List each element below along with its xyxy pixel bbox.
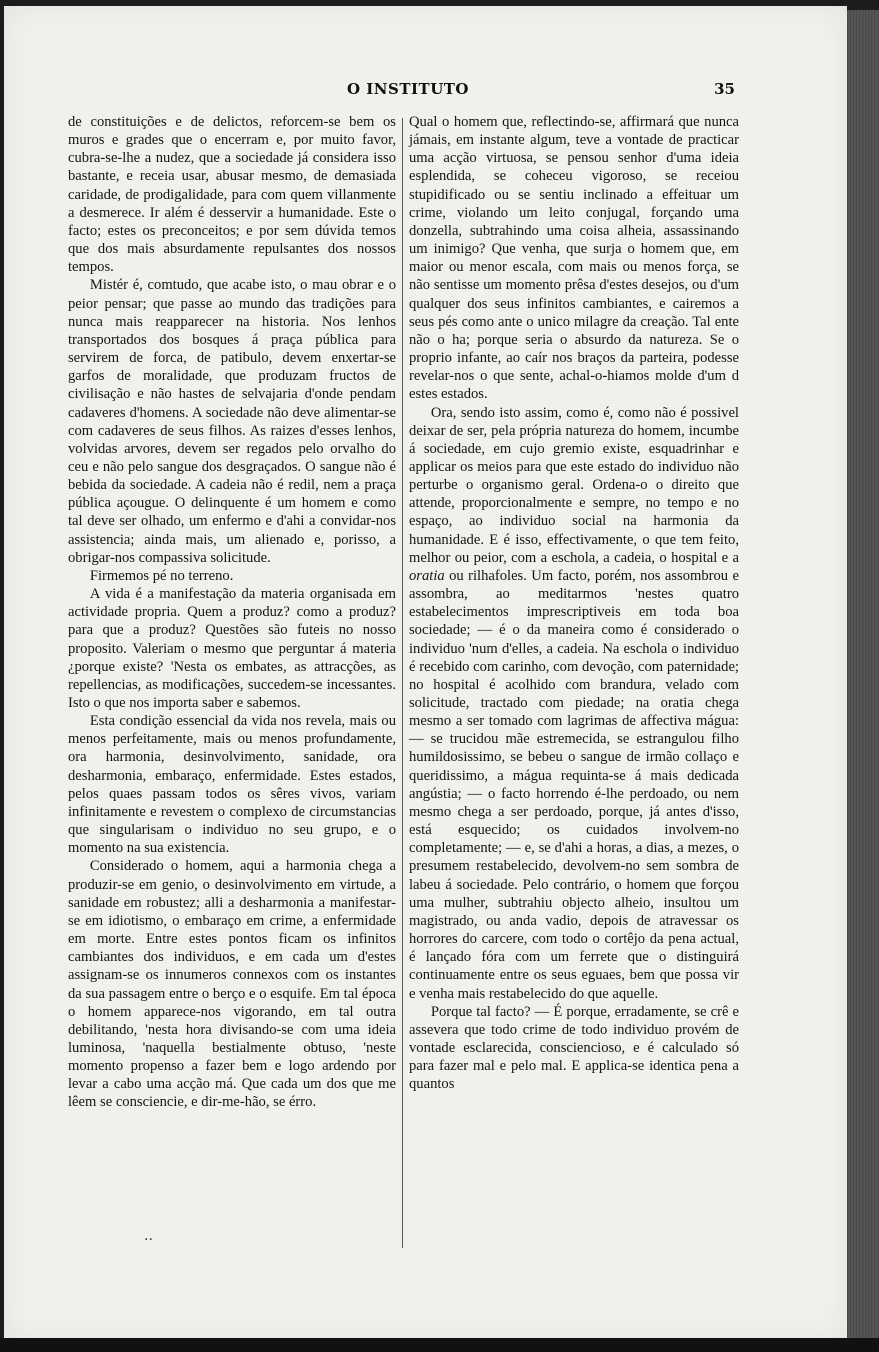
paragraph: Qual o homem que, reflectindo-se, affirmará que nunca jámais, em instante algum, teve a vontade de practicar uma acção virtuosa, se pensou senhor d'uma ideia esplendida, se coheceu vigoroso, se receiou stupidificado ou se sentiu inclinado a effeituar um crime, violando um leito conjugal, forçando uma donzella, subtrahindo uma coisa alheia, assassinando um inimigo? Que venha, que surja o homem que, em maior ou menor escala, com mais ou menos força, se não sentisse um momento prêsa d'estes desejos, ou d'um qualquer dos seus infinitos cambiantes, e cairemos a seus pés como ante o unico milagre da creação. Tal ente não o ha; porque seria o absurdo da natureza. Se o proprio infante, ao caír nos braços da parteira, podesse revelar-nos o que sente, achal-o-hiamos molde d'um d estes estados.	[409, 114, 739, 403]
right-column	[409, 113, 739, 1093]
paragraph: Considerado o homem, aqui a harmonia chega a produzir-se em genio, o desinvolvimento em virtude, a sanidade em robustez; alli a desharmonia a manifestar-se em idiotismo, o embaraço em crime, a enfermidade em morte. Entre estes pontos ficam os infinitos cambiantes dos individuos, e em cada um d'estes assignam-se os innumeros connexos com os instantes da sua passagem entre o berço e o esquife. Em tal época o homem apparece-nos vigorando, em tal outra debilitando, 'nesta hora divisando-se com uma ideia luminosa, 'naquella bestialmente obtuso, 'neste momento propenso a fazer bem e logo ardendo por levar a cabo uma acção má. Que cada um dos que me lêem se consciencie, e dir-me-hão, se érro.	[68, 858, 396, 1111]
paragraph-text: ou rilhafoles. Um facto, porém, nos assombrou e assombra, ao meditarmos 'nestes quatro estabelecimentos imprescriptiveis em toda boa sociedade; — é o da maneira como é considerado o individuo 'num d'elles, a cadeia. Na eschola o individuo é recebido com carinho, com devoção, com paternidade; no hospital é acolhido com brandura, velado com solicitude, tractado com piedade; na oratia chega mesmo a ser tomado com lagrimas de affectiva mágua: — se trucidou mãe estremecida, se estrangulou filho humildosissimo, se bebeu o sangue de irmão collaço e queridissimo, a mágua requinta-se á mais dedicada angústia; — o facto horrendo é-lhe perdoado, ou nem mesmo chega a ser perdoado, porque, já antes d'isso, está esquecido; os cuidados involvem-no completamente; — e, se d'ahi a horas, a dias, a mezes, o presumem restabelecido, devolvem-no sem sombra de labeu á sociedade. Pelo contrário, o homem que forçou uma mulher, subtrahiu objecto alheio, insultou um magistrado, ou anda vadio, depois de atravessar os horrores do carcere, com todo o cortêjo da pena actual, é lançado fóra com um ferrete que o distinguirá continuamente entre os seus eguaes, bem que possa vir e venha mais restabelecido do que aquelle.	[409, 567, 739, 1002]
paragraph: de constituições e de delictos, reforcem-se bem os muros e grades que o encerram e, por muito favor, cubra-se-lhe a nudez, que a sociedade já considera isso bastante, e receia usar, abusar mesmo, de demasiada caridade, de prodigalidade, para com quem villanmente a desmerece. Ir além é desservir a humanidade. Este o facto; estes os preconceitos; e por sem dúvida temos que dos mais absurdamente repulsantes dos nossos tempos.	[68, 114, 396, 276]
paragraph-text: Ora, sendo isto assim, como é, como não é possivel deixar de ser, pela própria natureza do homem, incumbe á sociedade, em cujo gremio existe, esquadrinhar e applicar os meios para que este estado do individuo não perturbe o organismo geral. Ordena-o o direito que attende, proporcionalmente e sempre, no tempo e no espaço, ao individuo social na harmonia da humanidade. E é isso, effectivamente, o que tem feito, melhor ou peior, com a eschola, a cadeia, o hospital e a	[409, 404, 739, 566]
stray-mark: ..	[144, 1228, 153, 1244]
book-page	[4, 6, 847, 1340]
page-number: 35	[714, 80, 735, 98]
paragraph: Esta condição essencial da vida nos revela, mais ou menos perfeitamente, mais ou menos profundamente, ora harmonia, desinvolvimento, sanidade, ora desharmonia, embaraço, enfermidade. Estes estados, pelos quaes passam todos os sêres vivos, variam infinitamente e revestem o complexo de circumstancias que singularisam o individuo no seu grupo, e o momento na sua existencia.	[68, 713, 396, 857]
paragraph	[409, 404, 739, 1003]
book-spine-edge	[847, 10, 879, 1340]
paragraph: Firmemos pé no terreno.	[89, 567, 234, 584]
left-column	[68, 113, 396, 1112]
scan-bottom-edge	[0, 1338, 879, 1352]
italic-word: oratia	[409, 567, 445, 584]
paragraph: Mistér é, comtudo, que acabe isto, o mau obrar e o peior pensar; que passe ao mundo das tradições para nunca mais reapparecer na historia. Nos lenhos transportados dos bosques á praça pública para servirem de forca, de patibulo, devem enxertar-se garfos de moralidade, que produzam fructos de civilisação e não hastes de selvajaria d'onde pendam cadaveres d'homens. A sociedade não deve alimentar-se com cadaveres de seus filhos. As raizes d'esses lenhos, volvidas arvores, devem ser regados pelo orvalho do ceu e não pelo sangue dos desgraçados. O sangue não é bebida da sociedade. A cadeia não é redil, nem a praça pública açougue. O delinquente é um homem e como tal deve ser olhado, um enfermo e d'ahi a convidar-nos assistencia; ainda mais, um alienado e, porisso, a obrigar-nos compassiva solicitude.	[68, 277, 396, 566]
running-title: O INSTITUTO	[347, 80, 469, 98]
paragraph: Porque tal facto? — É porque, erradamente, se crê e assevera que todo crime de todo individuo provém de vontade esclarecida, consciencioso, e é calculado só para fazer mal e pelo mal. E applica-se identica pena a quantos	[409, 1003, 739, 1093]
column-divider	[402, 118, 403, 1248]
page-header	[4, 80, 847, 102]
paragraph: A vida é a manifestação da materia organisada em actividade propria. Quem a produz? como a produz? para que a produz? Questões são futeis no nosso proposito. Valeriam o mesmo que perguntar á materia ¿porque existe? 'Nesta os embates, as attracções, as repellencias, as modificações, succedem-se incessantes. Isto o que nos importa saber e sabemos.	[68, 586, 396, 711]
